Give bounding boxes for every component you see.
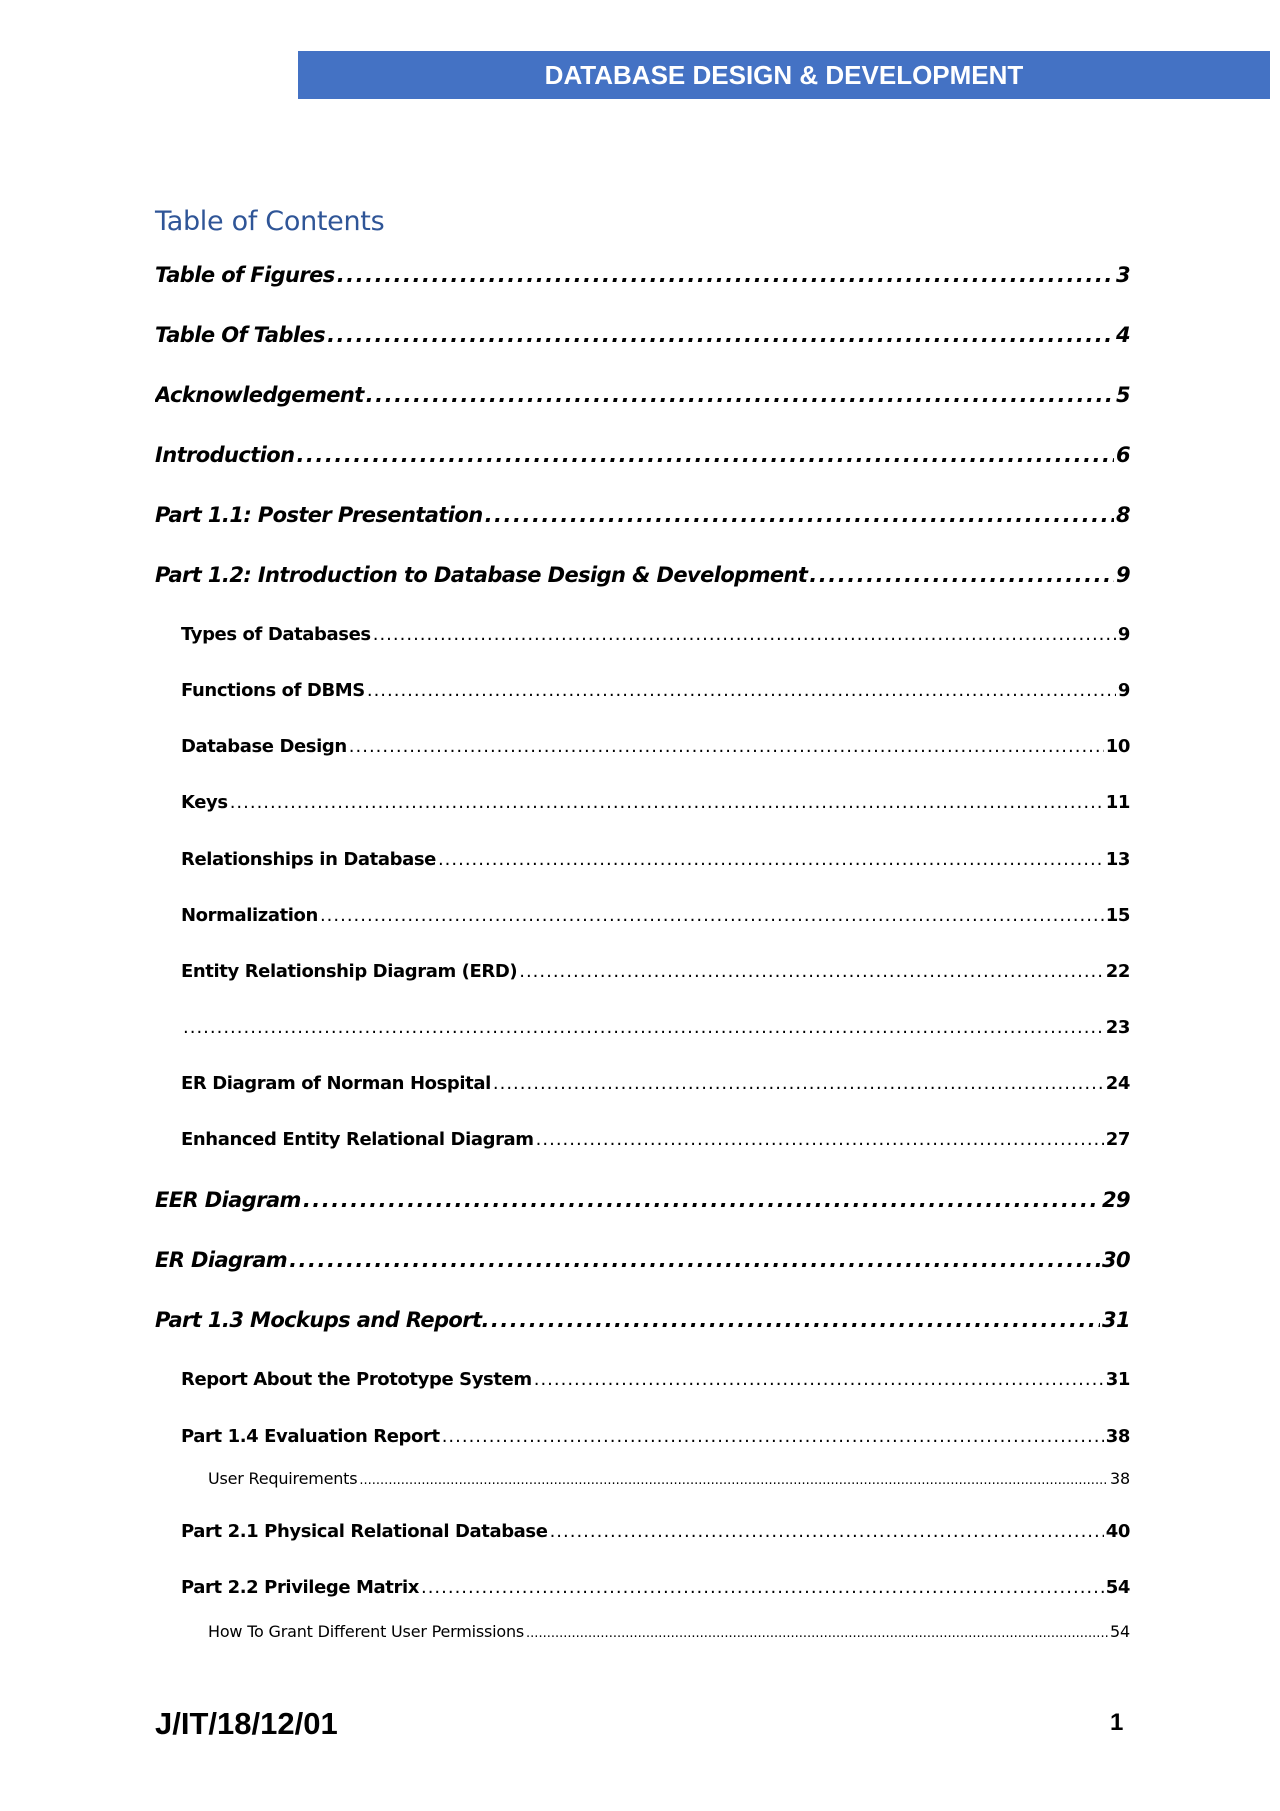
toc-entry-title: Part 1.4 Evaluation Report xyxy=(181,1426,440,1447)
toc-entry-page: 9 xyxy=(1115,563,1130,587)
toc-leader xyxy=(359,1473,1108,1488)
toc-leader xyxy=(526,1626,1108,1641)
toc-entry-title: Database Design xyxy=(181,736,347,757)
toc-entry[interactable] xyxy=(181,849,1130,870)
toc-entry[interactable] xyxy=(181,1369,1130,1390)
toc-entry[interactable] xyxy=(155,1248,1130,1272)
toc-entry-page: 5 xyxy=(1115,383,1130,407)
toc-leader xyxy=(367,680,1116,701)
toc-leader xyxy=(493,1073,1104,1094)
page-number: 1 xyxy=(1110,1709,1124,1736)
toc-entry-page: 22 xyxy=(1105,961,1130,982)
toc-leader xyxy=(289,1248,1100,1272)
running-header: DATABASE DESIGN & DEVELOPMENT xyxy=(298,51,1270,99)
toc-entry[interactable] xyxy=(181,1577,1130,1598)
toc-leader xyxy=(296,443,1114,467)
toc-entry-page: 24 xyxy=(1105,1073,1130,1094)
toc-entry[interactable] xyxy=(181,961,1130,982)
toc-leader xyxy=(438,849,1104,870)
toc-leader xyxy=(809,563,1114,587)
toc-leader xyxy=(550,1521,1104,1542)
toc-entry-title: Part 1.1: Poster Presentation xyxy=(155,503,483,527)
toc-entry[interactable] xyxy=(155,383,1130,407)
toc-leader xyxy=(534,1369,1104,1390)
toc-entry-title: Normalization xyxy=(181,905,318,926)
toc-entry-title: Functions of DBMS xyxy=(181,680,365,701)
toc-entry[interactable] xyxy=(181,1521,1130,1542)
toc-entry[interactable] xyxy=(155,1308,1130,1332)
toc-entry-title: Acknowledgement xyxy=(155,383,364,407)
toc-entry[interactable] xyxy=(181,680,1130,701)
toc-entry-page: 4 xyxy=(1115,323,1130,347)
toc-entry-page: 3 xyxy=(1115,263,1130,287)
toc-entry-title: User Requirements xyxy=(208,1469,358,1488)
toc-entry[interactable] xyxy=(181,792,1130,813)
toc-entry-page: 6 xyxy=(1115,443,1130,467)
toc-entry-page: 27 xyxy=(1105,1129,1130,1150)
toc-entry-page: 30 xyxy=(1101,1248,1130,1272)
toc-entry-title: Types of Databases xyxy=(181,624,371,645)
toc-entry-page: 38 xyxy=(1110,1469,1130,1488)
toc-entry-title: Keys xyxy=(181,792,228,813)
toc-entry[interactable] xyxy=(181,1129,1130,1150)
toc-entry[interactable] xyxy=(181,624,1130,645)
toc-entry[interactable] xyxy=(155,503,1130,527)
toc-entry-title: How To Grant Different User Permissions xyxy=(208,1622,525,1641)
toc-entry-title: Part 1.2: Introduction to Database Design & Development xyxy=(155,563,808,587)
toc-entry-title: Table Of Tables xyxy=(155,323,326,347)
toc-entry[interactable] xyxy=(155,563,1130,587)
toc-entry[interactable] xyxy=(208,1469,1130,1488)
toc-leader xyxy=(230,792,1104,813)
toc-entry[interactable] xyxy=(155,323,1130,347)
toc-entry[interactable] xyxy=(181,1017,1130,1038)
toc-entry[interactable] xyxy=(181,905,1130,926)
toc-entry-page: 11 xyxy=(1105,792,1130,813)
toc-leader xyxy=(421,1577,1104,1598)
toc-leader xyxy=(320,905,1104,926)
toc-entry-page: 31 xyxy=(1101,1308,1130,1332)
toc-entry-page: 9 xyxy=(1117,680,1130,701)
toc-entry[interactable] xyxy=(181,736,1130,757)
toc-leader xyxy=(536,1129,1104,1150)
toc-entry-title: ER Diagram xyxy=(155,1248,288,1272)
document-code: J/IT/18/12/01 xyxy=(155,1706,338,1741)
toc-entry-page: 10 xyxy=(1105,736,1130,757)
toc-entry[interactable] xyxy=(181,1426,1130,1447)
toc-entry-title: Report About the Prototype System xyxy=(181,1369,532,1390)
toc-entry-page: 54 xyxy=(1110,1622,1130,1641)
toc-entry-title: Part 1.3 Mockups and Report. xyxy=(155,1308,489,1332)
toc-heading: Table of Contents xyxy=(155,206,385,237)
toc-leader xyxy=(519,961,1104,982)
toc-leader xyxy=(303,1188,1100,1212)
toc-leader xyxy=(485,503,1114,527)
toc-entry-page: 40 xyxy=(1105,1521,1130,1542)
toc-entry-title: Part 2.1 Physical Relational Database xyxy=(181,1521,548,1542)
toc-entry-title: Relationships in Database xyxy=(181,849,436,870)
toc-entry-page: 31 xyxy=(1105,1369,1130,1390)
toc-entry-title: EER Diagram xyxy=(155,1188,301,1212)
toc-entry-page: 8 xyxy=(1115,503,1130,527)
toc-entry-page: 15 xyxy=(1105,905,1130,926)
toc-leader xyxy=(349,736,1104,757)
toc-entry-page: 13 xyxy=(1105,849,1130,870)
toc-entry[interactable] xyxy=(155,443,1130,467)
toc-leader xyxy=(491,1308,1100,1332)
toc-entry[interactable] xyxy=(181,1073,1130,1094)
toc-entry-title: Entity Relationship Diagram (ERD) xyxy=(181,961,518,982)
toc-entry[interactable] xyxy=(208,1622,1130,1641)
toc-entry[interactable] xyxy=(155,263,1130,287)
toc-leader xyxy=(327,323,1114,347)
toc-entry-title: Part 2.2 Privilege Matrix xyxy=(181,1577,419,1598)
toc-entry-page: 23 xyxy=(1105,1017,1130,1038)
toc-entry-page: 54 xyxy=(1105,1577,1130,1598)
toc-entry-page: 29 xyxy=(1101,1188,1130,1212)
toc-leader xyxy=(337,263,1114,287)
toc-entry-title: Enhanced Entity Relational Diagram xyxy=(181,1129,534,1150)
toc-leader xyxy=(183,1017,1104,1038)
toc-entry-title: Introduction xyxy=(155,443,295,467)
toc-leader xyxy=(373,624,1116,645)
toc-entry-page: 38 xyxy=(1105,1426,1130,1447)
toc-leader xyxy=(366,383,1114,407)
toc-entry-page: 9 xyxy=(1117,624,1130,645)
toc-entry[interactable] xyxy=(155,1188,1130,1212)
toc-entry-title: ER Diagram of Norman Hospital xyxy=(181,1073,491,1094)
toc-leader xyxy=(442,1426,1104,1447)
toc-entry-title: Table of Figures xyxy=(155,263,335,287)
